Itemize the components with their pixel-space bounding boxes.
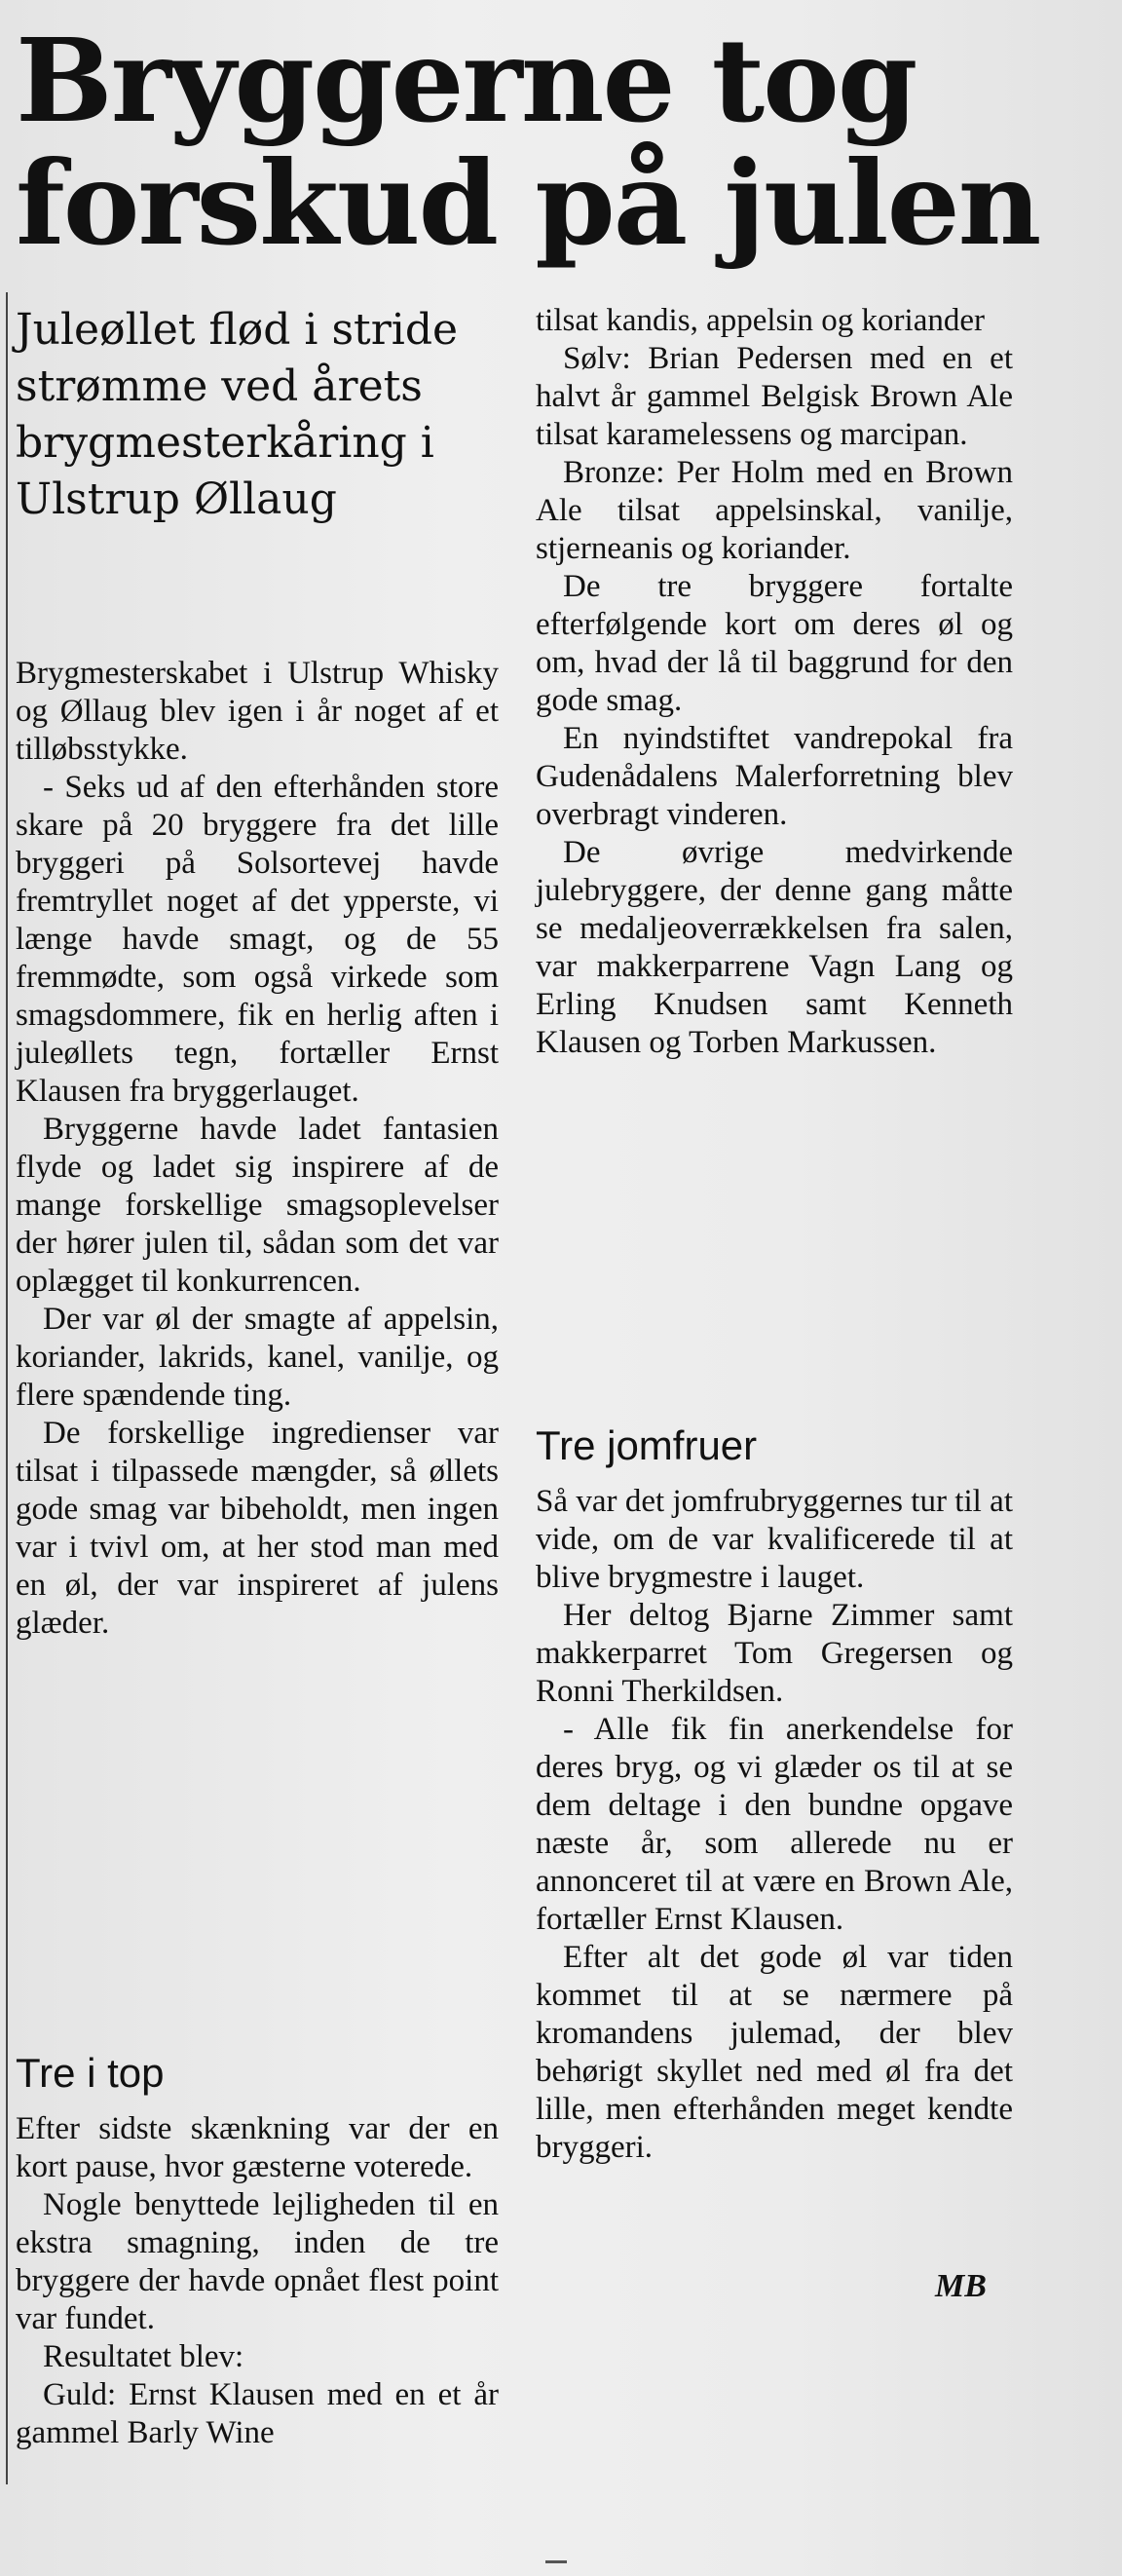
paragraph: tilsat kandis, appelsin og koriander [536, 303, 985, 338]
column-rule [6, 292, 8, 2484]
column-2-body [536, 302, 1013, 1062]
column-1-section [16, 2050, 499, 2452]
paragraph: Guld: Ernst Klausen med en et år gammel Barly Wine [16, 2377, 499, 2450]
paragraph: Så var det jomfrubryggernes tur til at vide, om de var kvalificerede til at blive brygmestre i lauget. [536, 1484, 1013, 1595]
paragraph: Her deltog Bjarne Zimmer samt makkerparret Tom Gregersen og Ronni Therkildsen. [536, 1598, 1013, 1709]
paragraph: Efter sidste skænkning var der en kort pause, hvor gæsterne voterede. [16, 2111, 499, 2184]
paragraph: Sølv: Brian Pedersen med en et halvt år gammel Belgisk Brown Ale tilsat karamelessens og marcipan. [536, 341, 1013, 452]
paragraph: De tre bryggere fortalte efterfølgende kort om deres øl og om, hvad der lå til baggrund for den gode smag. [536, 569, 1013, 718]
paragraph: Bronze: Per Holm med en Brown Ale tilsat appelsinskal, vanilje, stjerneanis og koriander. [536, 455, 1013, 566]
paragraph: De forskellige ingredienser var tilsat i tilpassede mængder, så øllets gode smag var bibeholdt, men ingen var i tvivl om, at her stod man med en øl, der var inspireret af julens glæder. [16, 1416, 499, 1641]
byline: MB [935, 2268, 987, 2304]
section-heading: Tre jomfruer [536, 1422, 758, 1468]
paragraph: Bryggerne havde ladet fantasien flyde og ladet sig inspirere af de mange forskellige smagsoplevelser der hører julen til, sådan som det var oplægget til konkurrencen. [16, 1112, 499, 1299]
subheadline: Juleøllet flød i stride strømme ved årets brygmesterkåring i Ulstrup Øllaug [16, 305, 459, 524]
paragraph: Nogle benyttede lejligheden til en ekstra smagning, inden de tre bryggere der havde opnået flest point var fundet. [16, 2187, 499, 2336]
headline: Bryggerne tog forskud på julen [16, 13, 1040, 271]
section-heading: Tre i top [16, 2050, 165, 2096]
paragraph: - Seks ud af den efterhånden store skare på 20 bryggere fra det lille bryggeri på Solsortevej havde fremtryllet noget af det ypperste, vi længe havde smagt, og de 55 fremmødte, som også virkede som smagsdommere, fik en herlig aften i juleøllets tegn, fortæller Ernst Klausen fra bryggerlauget. [16, 770, 499, 1109]
paragraph: Efter alt det gode øl var tiden kommet til at se nærmere på kromandens julemad, der blev behørigt skyllet ned med øl fra det lille, men efterhånden meget kendte bryggeri. [536, 1940, 1013, 2165]
paragraph: - Alle fik fin anerkendelse for deres bryg, og vi glæder os til at se dem deltage i den bundne opgave næste år, som allerede nu er annonceret til at være en Brown Ale, fortæller Ernst Klausen. [536, 1712, 1013, 1937]
paragraph: Resultatet blev: [43, 2339, 244, 2374]
column-1-body [16, 655, 499, 1643]
paragraph: Der var øl der smagte af appelsin, koriander, lakrids, kanel, vanilje, og flere spændende ting. [16, 1302, 499, 1413]
paragraph: Brygmesterskabet i Ulstrup Whisky og Øllaug blev igen i år noget af et tilløbsstykke. [16, 656, 499, 767]
paragraph: En nyindstiftet vandrepokal fra Gudenådalens Malerforretning blev overbragt vinderen. [536, 721, 1013, 832]
print-mark [545, 2560, 567, 2563]
column-2-section [536, 1422, 1013, 2167]
paragraph: De øvrige medvirkende julebryggere, der denne gang måtte se medaljeoverrækkelsen fra salen, var makkerparrene Vagn Lang og Erling Knudsen samt Kenneth Klausen og Torben Markussen. [536, 835, 1013, 1060]
